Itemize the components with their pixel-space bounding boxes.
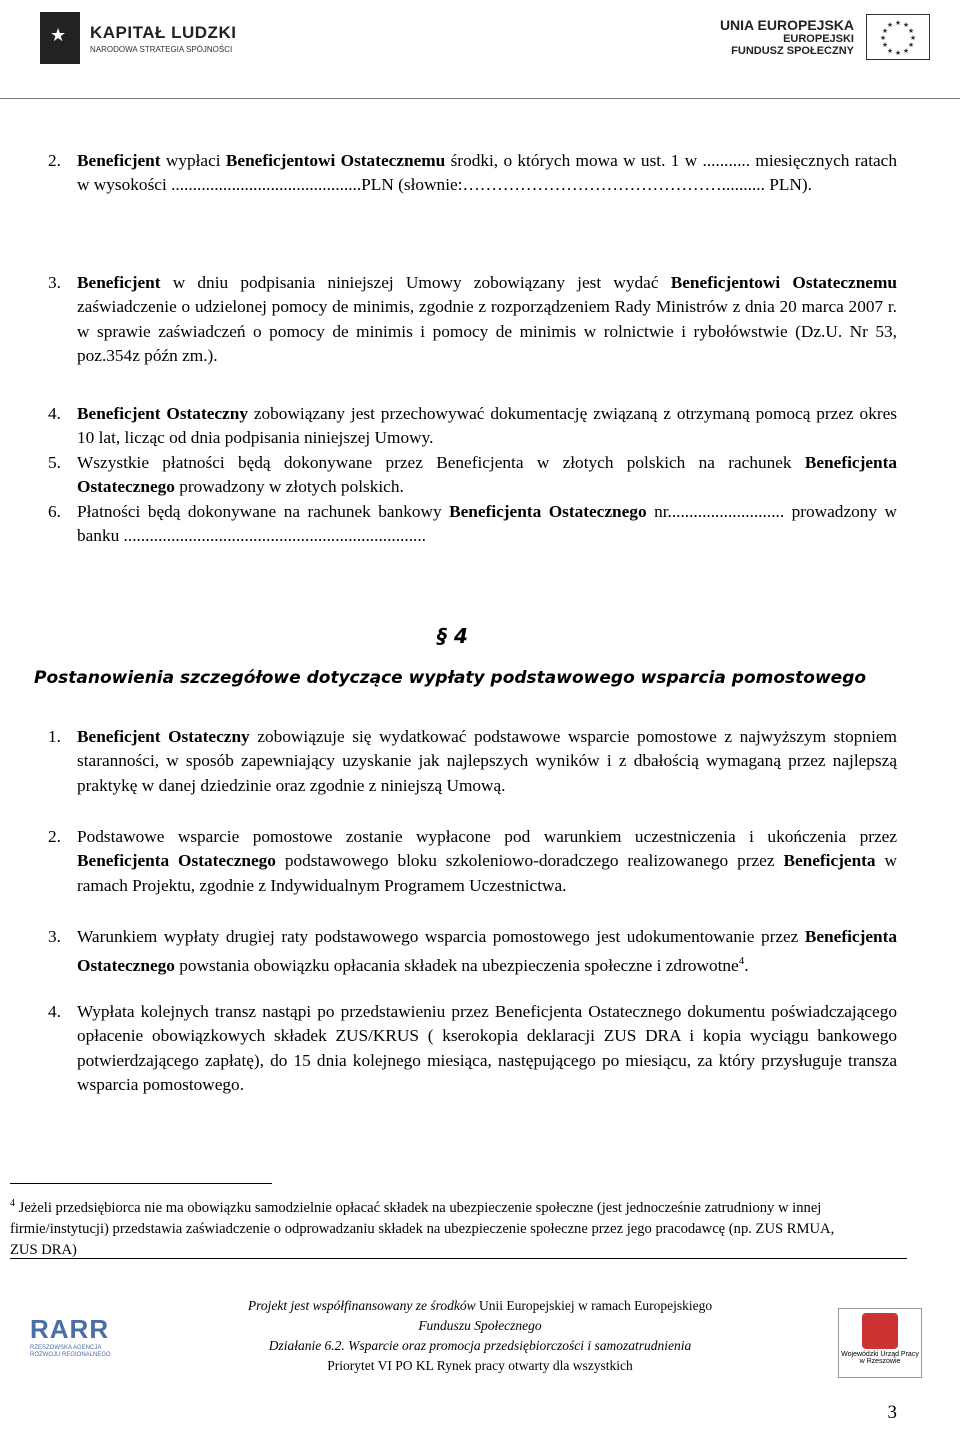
paragraph-6 bbox=[48, 500, 897, 549]
text: środki, o których mowa w ust. 1 w ........... miesięcznych ratach w wysokości ............................................PLN (słownie:……………………………………….......... PLN). bbox=[77, 151, 897, 195]
text: Podstawowe wsparcie pomostowe zostanie wypłacone pod warunkiem uczestniczenia i ukończenia przez bbox=[77, 827, 897, 846]
text-bold: Beneficjentowi Ostatecznemu bbox=[670, 273, 897, 292]
section-paragraph-4 bbox=[48, 1000, 897, 1097]
svg-text:★: ★ bbox=[894, 19, 902, 27]
footer-divider bbox=[10, 1258, 907, 1259]
svg-text:★: ★ bbox=[894, 49, 902, 57]
kapital-ludzki-logo bbox=[40, 12, 236, 64]
text: powstania obowiązku opłacania składek na ubezpieczenia społeczne i zdrowotne bbox=[174, 956, 739, 976]
footnote bbox=[10, 1193, 860, 1261]
text-bold: Beneficjenta bbox=[783, 851, 876, 871]
footnote-separator bbox=[10, 1183, 272, 1184]
footer-line2: Funduszu Społecznego bbox=[418, 1318, 542, 1333]
text-bold: Beneficjent Ostateczny bbox=[77, 404, 248, 423]
footer-text bbox=[160, 1296, 800, 1376]
eu-line2: EUROPEJSKI bbox=[783, 33, 854, 45]
wup-emblem-icon bbox=[862, 1313, 898, 1349]
svg-text:★: ★ bbox=[902, 21, 910, 29]
footer-line1-rest: Unii Europejskiej w ramach Europejskiego bbox=[475, 1298, 713, 1313]
svg-text:★: ★ bbox=[881, 41, 889, 49]
text: w dniu podpisania niniejszej Umowy zobowiązany jest wydać bbox=[160, 273, 671, 292]
svg-text:★: ★ bbox=[907, 41, 915, 49]
page-header bbox=[0, 0, 960, 100]
section-title: Postanowienia szczegółowe dotyczące wypłaty podstawowego wsparcia pomostowego bbox=[34, 668, 867, 688]
kapital-ludzki-name: KAPITAŁ LUDZKI bbox=[90, 22, 237, 42]
paragraph-4 bbox=[48, 402, 897, 451]
paragraph-number: 4. bbox=[48, 404, 61, 423]
svg-text:★: ★ bbox=[881, 27, 889, 35]
section-sign: § 4 bbox=[437, 624, 468, 648]
text-bold: Beneficjenta Ostatecznego bbox=[77, 851, 276, 871]
header-divider bbox=[0, 98, 960, 99]
footer-line1-italic: Projekt jest współfinansowany ze środków bbox=[247, 1298, 476, 1313]
svg-text:★: ★ bbox=[886, 47, 894, 55]
text: Płatności będą dokonywane na rachunek bankowy bbox=[77, 502, 450, 521]
text-bold: Beneficjenta Ostatecznego bbox=[77, 453, 897, 497]
paragraph-5 bbox=[48, 451, 897, 500]
text: zobowiązuje się wydatkować podstawowe wsparcie pomostowe z najwyższym stopniem staranności, w sposób zapewniający uzyskanie jak najlepszych wyników i z dbałością wymaganą przez najlepszą praktykę w danej dziedzinie oraz zgodnie z niniejszą Umową. bbox=[77, 727, 897, 795]
paragraph-number: 4. bbox=[48, 1002, 61, 1021]
paragraph-2 bbox=[48, 149, 897, 198]
rarr-logo-text: RARR bbox=[30, 1314, 110, 1344]
text: Wszystkie płatności będą dokonywane przez Beneficjenta w złotych polskich na rachunek bbox=[77, 453, 805, 472]
paragraph-number: 6. bbox=[48, 502, 61, 521]
paragraph-number: 3. bbox=[48, 927, 61, 946]
paragraph-number: 3. bbox=[48, 273, 61, 292]
rarr-logo bbox=[30, 1314, 120, 1359]
svg-text:★: ★ bbox=[879, 34, 887, 42]
section-paragraph-1 bbox=[48, 725, 897, 798]
text-bold: Beneficjenta Ostatecznego bbox=[449, 502, 647, 521]
text: zaświadczenie o udzielonej pomocy de minimis, zgodnie z rozporządzeniem Rady Ministrów z dnia 20 marca 2007 r. w sprawie zaświadczeń o pomocy de minimis i pomocy de minimis w rolnictwie i rybołówstwie (Dz.U. Nr 53, poz.354z późn zm.). bbox=[77, 297, 897, 365]
section-paragraph-2 bbox=[48, 825, 897, 898]
text-bold: Beneficjent bbox=[77, 273, 161, 292]
text-bold: Beneficjenta Ostatecznego bbox=[77, 927, 897, 976]
footnote-text: Jeżeli przedsiębiorca nie ma obowiązku samodzielnie opłacać składek na ubezpieczenie społeczne (jest jednocześnie zatrudniony w innej firmie/instytucji) przedstawia zaświadczenie o odprowadzaniu składek na ubezpieczenie społeczne przez jego pracodawcę (np. ZUS RMUA, ZUS DRA) bbox=[10, 1199, 835, 1258]
page-number: 3 bbox=[887, 1402, 897, 1423]
text: w ramach Projektu, zgodnie z Indywidualnym Programem Uczestnictwa. bbox=[77, 851, 897, 895]
text-bold: Beneficjentowi Ostatecznemu bbox=[225, 151, 446, 170]
eu-line3: FUNDUSZ SPOŁECZNY bbox=[731, 45, 854, 57]
section-paragraph-3 bbox=[48, 925, 897, 978]
paragraph-3 bbox=[48, 271, 897, 368]
text: Wypłata kolejnych transz nastąpi po przedstawieniu przez Beneficjenta Ostatecznego dokumentu poświadczającego opłacenie obowiązkowych składek ZUS/KRUS ( kserokopia deklaracji ZUS DRA i kopia wyciągu bankowego potwierdzającego zapłatę), do 15 dnia kolejnego miesiąca, następującego po miesiącu, za który przysługuje transza wsparcia pomostowego. bbox=[77, 1002, 897, 1094]
text-bold: Beneficjent Ostateczny bbox=[77, 727, 250, 746]
paragraph-number: 5. bbox=[48, 453, 61, 472]
page-footer bbox=[0, 1290, 960, 1380]
paragraph-number: 1. bbox=[48, 727, 61, 746]
footer-line3: Działanie 6.2. Wsparcie oraz promocja przedsiębiorczości i samozatrudnienia bbox=[268, 1338, 692, 1353]
footer-line4: Priorytet VI PO KL Rynek pracy otwarty dla wszystkich bbox=[327, 1358, 633, 1373]
kapital-ludzki-emblem-icon: ★ bbox=[40, 12, 80, 64]
paragraph-number: 2. bbox=[48, 827, 61, 846]
eu-line1: UNIA EUROPEJSKA bbox=[719, 17, 854, 33]
text: podstawowego bloku szkoleniowo-doradczego realizowanego przez bbox=[275, 851, 784, 871]
text: zobowiązany jest przechowywać dokumentację związaną z otrzymaną pomocą przez okres 10 lat, licząc od dnia podpisania niniejszej Umowy. bbox=[77, 404, 897, 448]
svg-text:★: ★ bbox=[907, 27, 915, 35]
svg-text:★: ★ bbox=[886, 21, 894, 29]
kapital-ludzki-subtitle: NARODOWA STRATEGIA SPÓJNOŚCI bbox=[90, 44, 233, 54]
wup-logo-text: Wojewódzki Urząd Pracy w Rzeszowie bbox=[841, 1351, 919, 1365]
svg-text:★: ★ bbox=[902, 47, 910, 55]
svg-text:★: ★ bbox=[909, 34, 917, 42]
paragraph-number: 2. bbox=[48, 151, 61, 170]
footnote-reference: 4 bbox=[738, 955, 745, 968]
text: wypłaci bbox=[160, 151, 226, 170]
footnote-mark: 4 bbox=[10, 1198, 15, 1209]
text: Warunkiem wypłaty drugiej raty podstawowego wsparcia pomostowego jest udokumentowanie przez bbox=[77, 927, 805, 946]
wup-logo bbox=[838, 1308, 922, 1378]
text: prowadzony w złotych polskich. bbox=[174, 477, 404, 497]
eu-flag-icon bbox=[866, 14, 930, 60]
text: . bbox=[744, 956, 749, 976]
text: nr........................... prowadzony w banku ...................................................................... bbox=[77, 502, 897, 546]
rarr-logo-subtitle: RZESZOWSKA AGENCJA ROZWOJU REGIONALNEGO bbox=[30, 1345, 111, 1358]
eu-logo bbox=[720, 14, 930, 60]
text-bold: Beneficjent bbox=[77, 151, 161, 170]
